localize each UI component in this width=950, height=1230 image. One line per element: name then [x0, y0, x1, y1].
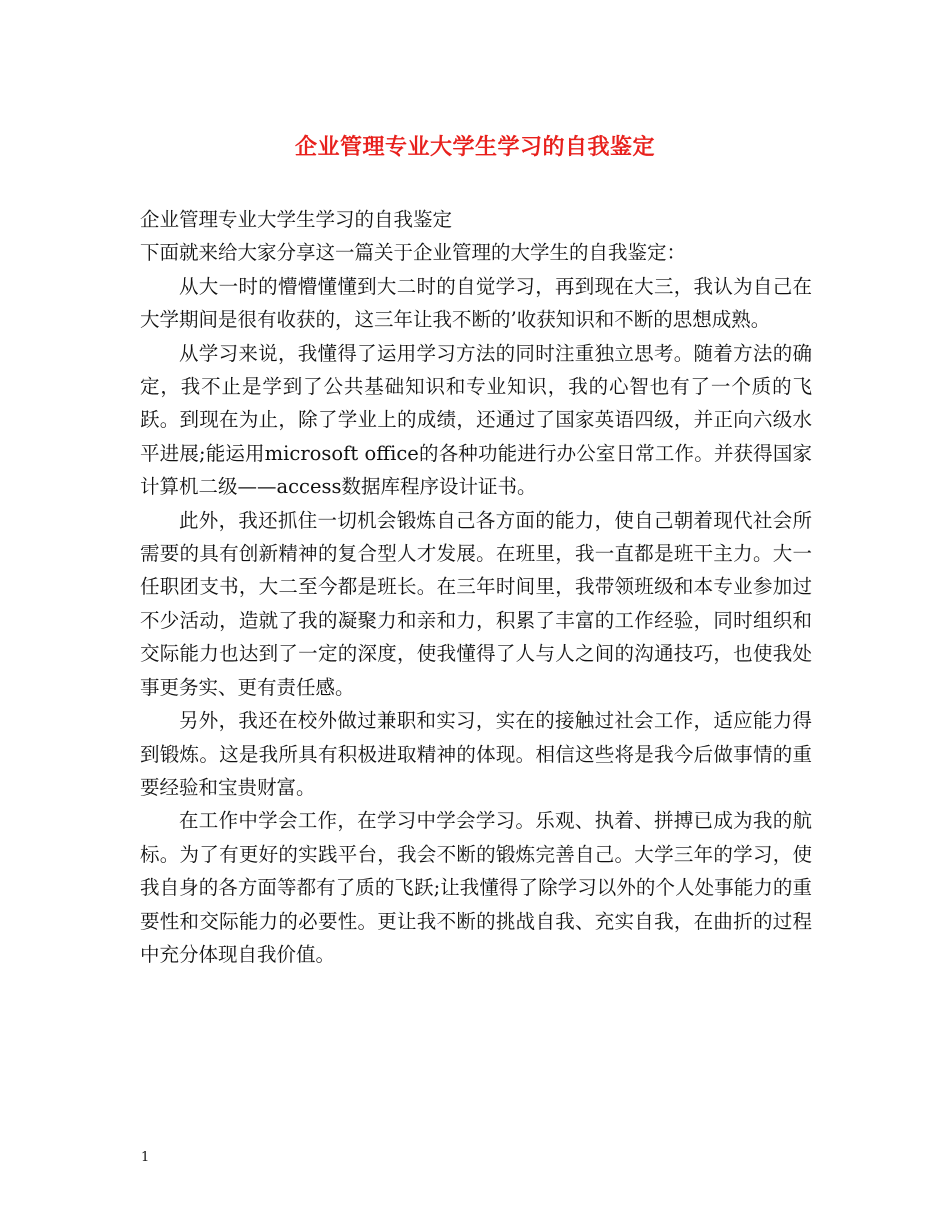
paragraph-abilities: 此外，我还抓住一切机会锻炼自己各方面的能力，使自己朝着现代社会所需要的具有创新精神的复合型人才发展。在班里，我一直都是班干主力。大一任职团支书，大二至今都是班长。在三年时间里，我带领班级和本专业参加过不少活动，造就了我的凝聚力和亲和力，积累了丰富的工作经验，同时组织和交际能力也达到了一定的深度，使我懂得了人与人之间的沟通技巧，也使我处事更务实、更有责任感。 — [140, 508, 812, 699]
document-body — [140, 203, 812, 971]
document-title: 企业管理专业大学生学习的自我鉴定 — [294, 134, 655, 160]
paragraph-conclusion: 在工作中学会工作，在学习中学会学习。乐观、执着、拼搏已成为我的航标。为了有更好的实践平台，我会不断的锻炼完善自己。大学三年的学习，使我自身的各方面等都有了质的飞跃;让我懂得了除学习以外的个人处事能力的重要性和交际能力的必要性。更让我不断的挑战自我、充实自我，在曲折的过程中充分体现自我价值。 — [140, 809, 812, 966]
paragraph-intro: 下面就来给大家分享这一篇关于企业管理的大学生的自我鉴定： — [140, 241, 687, 265]
paragraph-study: 从学习来说，我懂得了运用学习方法的同时注重独立思考。随着方法的确定，我不止是学到了公共基础知识和专业知识，我的心智也有了一个质的飞跃。到现在为止，除了学业上的成绩，还通过了国家英语四级，并正向六级水平进展;能运用microsoft office的各种功能进行办公室日常工作。并获得国家计算机二级——access数据库程序设计证书。 — [140, 341, 812, 499]
paragraph-practice: 另外，我还在校外做过兼职和实习，实在的接触过社会工作，适应能力得到锻炼。这是我所具有积极进取精神的体现。相信这些将是我今后做事情的重要经验和宝贵财富。 — [140, 709, 812, 799]
page-number: 1 — [141, 1150, 150, 1165]
paragraph-subtitle: 企业管理专业大学生学习的自我鉴定 — [140, 208, 453, 231]
paragraph-growth: 从大一时的懵懵懂懂到大二时的自觉学习，再到现在大三，我认为自己在大学期间是很有收获的，这三年让我不断的’收获知识和不断的思想成熟。 — [140, 274, 812, 332]
